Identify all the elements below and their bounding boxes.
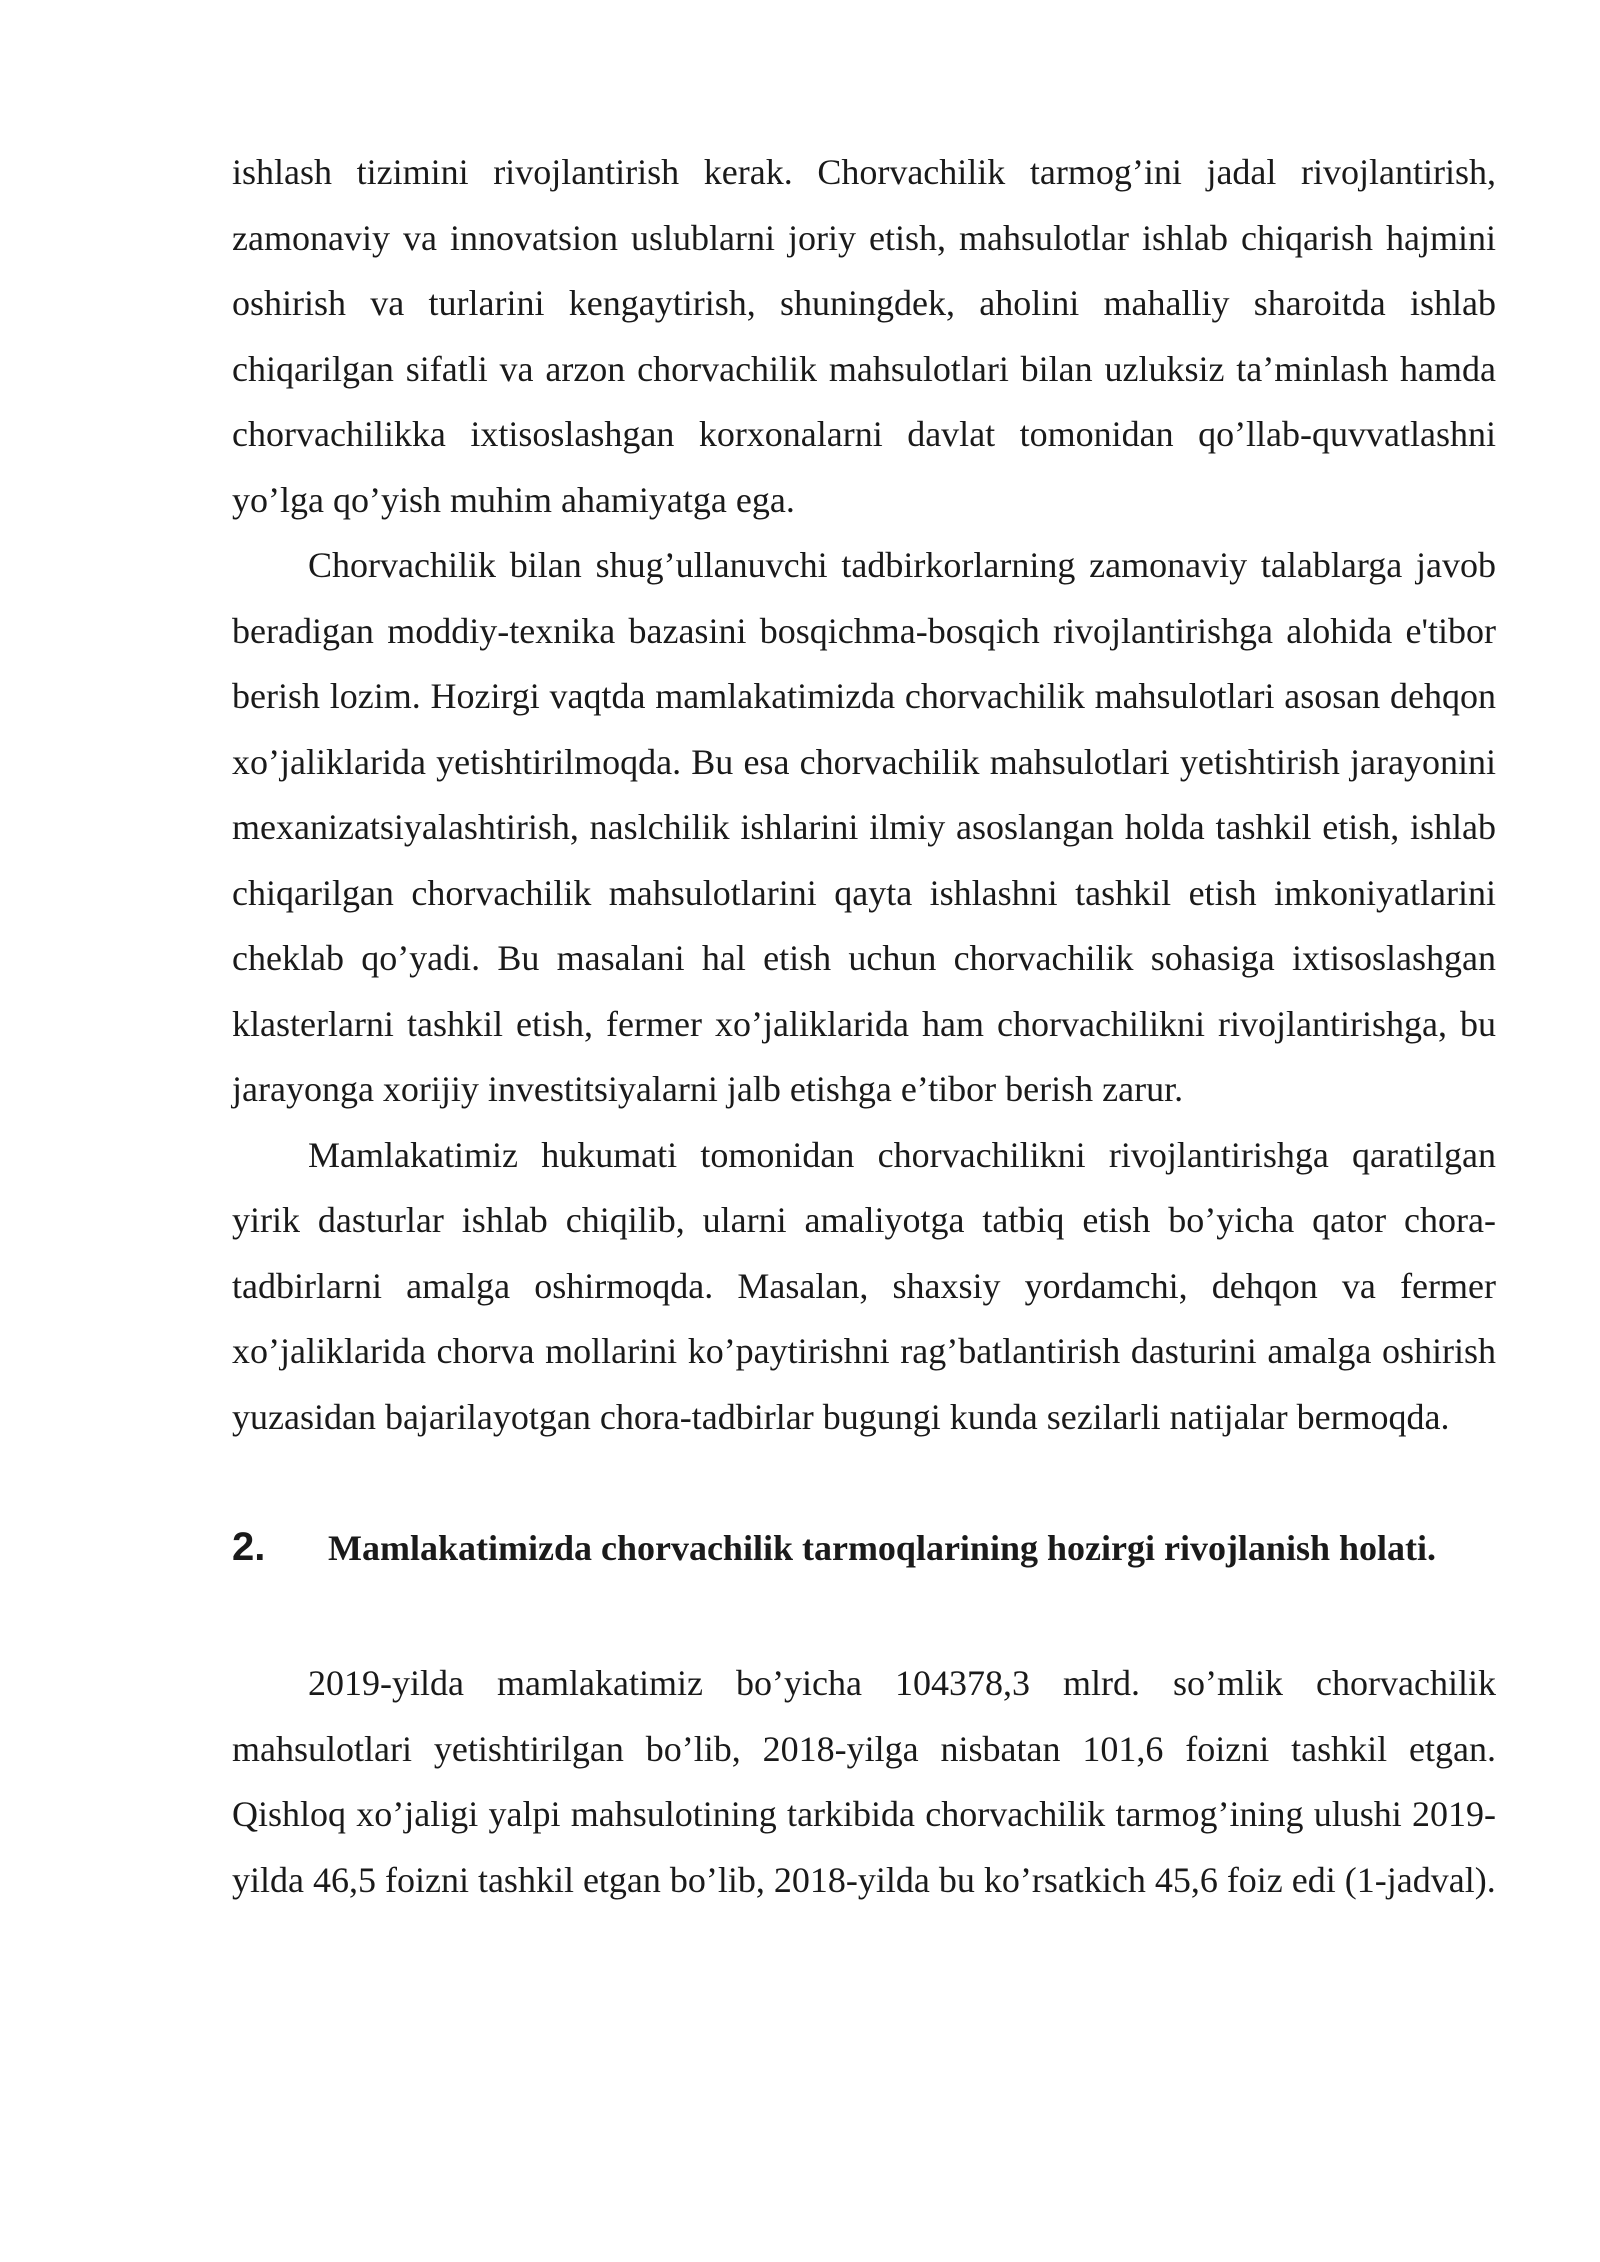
paragraph-material-technical-base: Chorvachilik bilan shug’ullanuvchi tadbirkorlarning zamonaviy talablarga javob beradigan moddiy-texnika bazasini bosqichma-bosqich rivojlantirishga alohida e'tibor berish lozim. Hozirgi vaqtda mamlakatimizda chorvachilik mahsulotlari asosan dehqon xo’jaliklarida yetishtirilmoqda. Bu esa chorvachilik mahsulotlari yetishtirish jarayonini mexanizatsiyalashtirish, naslchilik ishlarini ilmiy asoslangan holda tashkil etish, ishlab chiqarilgan chorvachilik mahsulotlarini qayta ishlashni tashkil etish imkoniyatlarini cheklab qo’yadi. Bu masalani hal etish uchun chorvachilik sohasiga ixtisoslashgan klasterlarni tashkil etish, fermer xo’jaliklarida ham chorvachilikni rivojlantirishga, bu jarayonga xorijiy investitsiyalarni jalb etishga e’tibor berish zarur. <box>232 545 1496 1109</box>
document-page <box>232 140 1496 1913</box>
section-heading <box>232 1515 1496 1581</box>
section-number: 2. <box>232 1525 266 1569</box>
paragraph-continuation: ishlash tizimini rivojlantirish kerak. Chorvachilik tarmog’ini jadal rivojlantirish, zamonaviy va innovatsion uslublarni joriy etish, mahsulotlar ishlab chiqarish hajmini oshirish va turlarini kengaytirish, shuningdek, aholini mahalliy sharoitda ishlab chiqarilgan sifatli va arzon chorvachilik mahsulotlari bilan uzluksiz ta’minlash hamda chorvachilikka ixtisoslashgan korxonalarni davlat tomonidan qo’llab-quvvatlashni yo’lga qo’yish muhim ahamiyatga ega. <box>232 152 1496 520</box>
section-title: Mamlakatimizda chorvachilik tarmoqlarining hozirgi rivojlanish holati. <box>328 1528 1437 1568</box>
paragraph-government-programs: Mamlakatimiz hukumati tomonidan chorvachilikni rivojlantirishga qaratilgan yirik dasturlar ishlab chiqilib, ularni amaliyotga tatbiq etish bo’yicha qator chora-tadbirlarni amalga oshirmoqda. Masalan, shaxsiy yordamchi, dehqon va fermer xo’jaliklarida chorva mollarini ko’paytirishni rag’batlantirish dasturini amalga oshirish yuzasidan bajarilayotgan chora-tadbirlar bugungi kunda sezilarli natijalar bermoqda. <box>232 1134 1496 1437</box>
paragraph-statistics-2019: 2019-yilda mamlakatimiz bo’yicha 104378,3 mlrd. so’mlik chorvachilik mahsulotlari yetishtirilgan bo’lib, 2018-yilga nisbatan 101,6 foizni tashkil etgan. Qishloq xo’jaligi yalpi mahsulotining tarkibida chorvachilik tarmog’ining ulushi 2019-yilda 46,5 foizni tashkil etgan bo’lib, 2018-yilda bu ko’rsatkich 45,6 foiz edi (1-jadval). <box>232 1663 1496 1900</box>
